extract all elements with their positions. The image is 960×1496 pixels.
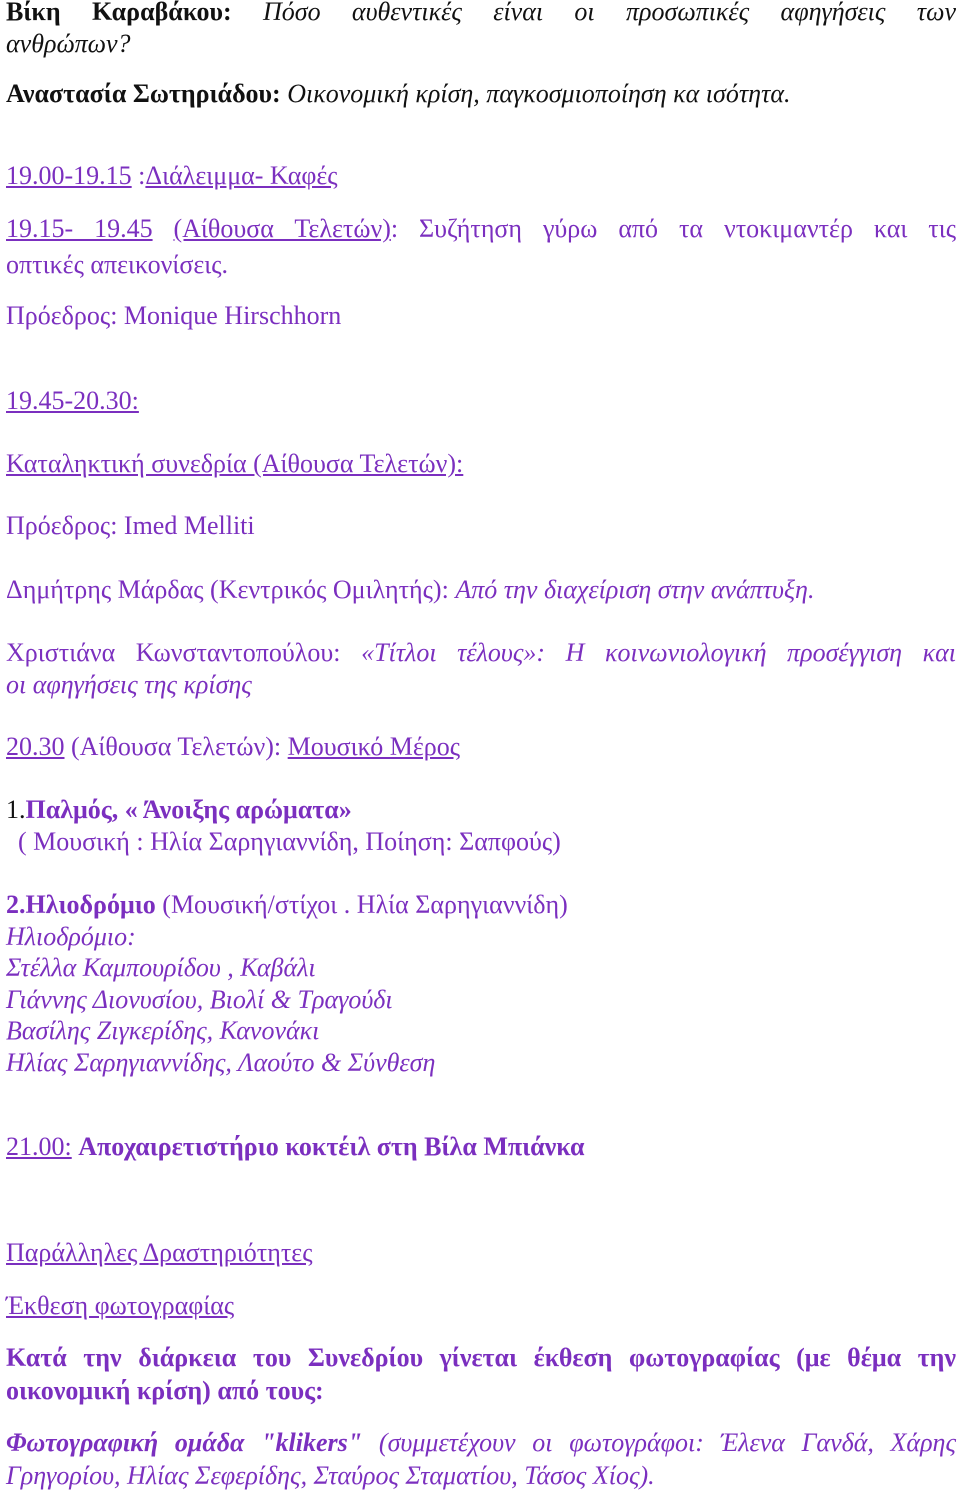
break-label: Διάλειμμα- Καφές: [145, 161, 338, 190]
piece-2: [6, 889, 956, 921]
break-sep: :: [138, 161, 146, 190]
cocktail-line: [6, 1131, 956, 1163]
piece-1: [6, 794, 956, 826]
talk-title-cont: οι αφηγήσεις της κρίσης: [6, 670, 252, 699]
talk-title: Από την διαχείριση στην ανάπτυξη.: [455, 575, 815, 604]
exhibition-intro-cont: οικονομική κρίση) από τους:: [6, 1376, 324, 1405]
music-time: 20.30: [6, 732, 65, 761]
talk-title: Πόσο αυθεντικές είναι οι προσωπικές αφηγήσεις των: [263, 0, 956, 26]
discussion-text: Συζήτηση γύρω από τα ντοκιμαντέρ και τις: [419, 214, 956, 243]
piece-title: Παλμός, « Άνοιξης αρώματα»: [25, 795, 352, 824]
ensemble-member: Στέλλα Καμπουρίδου , Καβάλι: [6, 953, 316, 982]
break-line: [6, 160, 956, 192]
speaker-name: Βίκη Καραβάκου:: [6, 0, 232, 26]
piece-number: 1.: [6, 795, 26, 824]
photo-group: [6, 1427, 956, 1459]
closing-time: 19.45-20.30:: [6, 386, 139, 415]
exhibition-heading: Έκθεση φωτογραφίας: [6, 1291, 235, 1320]
closing-title: Καταληκτική συνεδρία (Αίθουσα Τελετών):: [6, 449, 464, 478]
cocktail-text: Αποχαιρετιστήριο κοκτέιλ στη Βίλα Μπιάνκα: [78, 1132, 585, 1161]
piece-1-credits: ( Μουσική : Ηλία Σαρηγιαννίδη, Ποίηση: Σαπφούς): [18, 827, 561, 856]
speaker-sotiriadou: [6, 78, 956, 110]
speaker-mardas: [6, 574, 956, 606]
closing-chair: Πρόεδρος: Imed Melliti: [6, 511, 255, 540]
cocktail-time: 21.00:: [6, 1132, 72, 1161]
parallel-heading: Παράλληλες Δραστηριότητες: [6, 1238, 313, 1267]
ensemble-member: Γιάννης Διονυσίου, Βιολί & Τραγούδι: [6, 985, 393, 1014]
break-time: 19.00-19.15: [6, 161, 132, 190]
music-room: (Αίθουσα Τελετών):: [71, 732, 282, 761]
speaker-name: Αναστασία Σωτηριάδου:: [6, 79, 281, 108]
music-line: [6, 731, 956, 763]
talk-title-cont: ανθρώπων?: [6, 29, 131, 58]
discussion-text-cont: οπτικές απεικονίσεις.: [6, 250, 229, 279]
music-title: Μουσικό Μέρος: [287, 732, 461, 761]
ensemble-name: Ηλιοδρόμιο:: [6, 922, 136, 951]
speaker-name: Δημήτρης Μάρδας (Κεντρικός Ομιλητής):: [6, 575, 449, 604]
discussion-colon: :: [390, 214, 399, 243]
discussion-time: 19.15- 19.45: [6, 214, 153, 243]
group-members-cont: Γρηγορίου, Ηλίας Σεφερίδης, Σταύρος Σταματίου, Τάσος Χίος).: [6, 1461, 655, 1490]
group-name: Φωτογραφική ομάδα "klikers": [6, 1428, 363, 1457]
discussion-chair: Πρόεδρος: Monique Hirschhorn: [6, 301, 342, 330]
group-members: (συμμετέχουν οι φωτογράφοι: Έλενα Γανδά, Χάρης: [378, 1428, 956, 1457]
speaker-name: Χριστιάνα Κωνσταντοπούλου:: [6, 638, 341, 667]
ensemble-member: Ηλίας Σαρηγιαννίδης, Λαούτο & Σύνθεση: [6, 1048, 436, 1077]
ensemble-member: Βασίλης Ζιγκερίδης, Κανονάκι: [6, 1016, 320, 1045]
talk-title: «Τίτλοι τέλους»: Η κοινωνιολογική προσέγγιση και: [361, 638, 956, 667]
piece-credits: (Μουσική/στίχοι . Ηλία Σαρηγιαννίδη): [162, 890, 568, 919]
exhibition-intro: Κατά την διάρκεια του Συνεδρίου γίνεται έκθεση φωτογραφίας (με θέμα την: [6, 1343, 956, 1372]
piece-title: Ηλιοδρόμιο: [25, 890, 156, 919]
talk-title: Οικονομική κρίση, παγκοσμιοποίηση κα ισότητα.: [287, 79, 791, 108]
piece-number: 2.: [6, 890, 26, 919]
speaker-konstantopoulou: [6, 637, 956, 669]
discussion-line: [6, 213, 956, 245]
discussion-room: (Αίθουσα Τελετών): [173, 214, 391, 243]
speaker-karavakou: [6, 0, 956, 28]
